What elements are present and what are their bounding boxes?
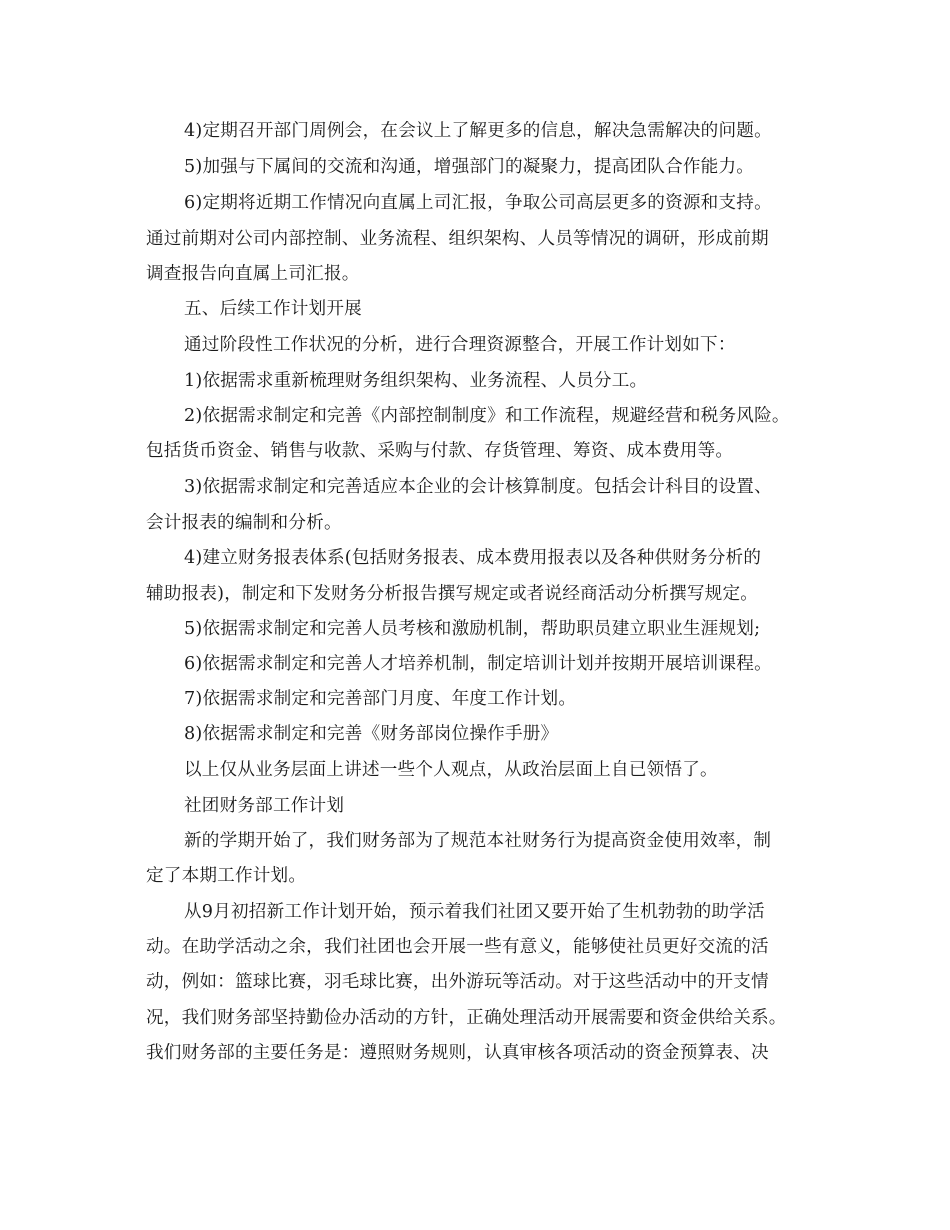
- text-line: 动，例如：篮球比赛，羽毛球比赛，出外游玩等活动。对于这些活动中的开支情: [146, 972, 769, 992]
- text-line: 辅助报表)，制定和下发财务分析报告撰写规定或者说经商活动分析撰写规定。: [146, 584, 759, 604]
- text-line: 通过前期对公司内部控制、业务流程、组织架构、人员等情况的调研，形成前期: [146, 229, 769, 249]
- text-line: 6)依据需求制定和完善人才培养机制，制定培训计划并按期开展培训课程。: [184, 654, 772, 674]
- text-line: 调查报告向直属上司汇报。: [146, 264, 360, 284]
- text-line: 3)依据需求制定和完善适应本企业的会计核算制度。包括会计科目的设置、: [184, 477, 772, 497]
- text-line: 况，我们财务部坚持勤俭办活动的方针，正确处理活动开展需要和资金供给关系。: [146, 1008, 787, 1028]
- text-line: 定了本期工作计划。: [146, 866, 307, 886]
- text-line: 5)加强与下属间的交流和沟通，增强部门的凝聚力，提高团队合作能力。: [184, 157, 755, 177]
- text-line: 我们财务部的主要任务是：遵照财务规则，认真审核各项活动的资金预算表、决: [146, 1043, 769, 1063]
- text-line: 以上仅从业务层面上讲述一些个人观点，从政治层面上自已领悟了。: [184, 760, 718, 780]
- text-line: 5)依据需求制定和完善人员考核和激励机制，帮助职员建立职业生涯规划;: [184, 619, 761, 639]
- text-line: 4)定期召开部门周例会，在会议上了解更多的信息，解决急需解决的问题。: [184, 121, 772, 141]
- section-heading: 五、后续工作计划开展: [184, 299, 362, 319]
- text-line: 动。在助学活动之余，我们社团也会开展一些有意义，能够使社员更好交流的活: [146, 937, 769, 957]
- text-line: 会计报表的编制和分析。: [146, 513, 342, 533]
- text-line: 1)依据需求重新梳理财务组织架构、业务流程、人员分工。: [184, 371, 648, 391]
- section-heading: 社团财务部工作计划: [184, 796, 345, 816]
- text-line: 7)依据需求制定和完善部门月度、年度工作计划。: [184, 689, 577, 709]
- text-line: 从9月初招新工作计划开始，预示着我们社团又要开始了生机勃勃的助学活: [184, 902, 765, 922]
- text-line: 包括货币资金、销售与收款、采购与付款、存货管理、筹资、成本费用等。: [146, 441, 734, 461]
- text-line: 4)建立财务报表体系(包括财务报表、成本费用报表以及各种供财务分析的: [184, 548, 762, 568]
- text-line: 8)依据需求制定和完善《财务部岗位操作手册》: [184, 724, 559, 744]
- text-line: 通过阶段性工作状况的分析，进行合理资源整合，开展工作计划如下：: [184, 335, 736, 355]
- text-line: 2)依据需求制定和完善《内部控制制度》和工作流程，规避经营和税务风险。: [184, 406, 790, 426]
- text-line: 6)定期将近期工作情况向直属上司汇报，争取公司高层更多的资源和支持。: [184, 193, 772, 213]
- text-line: 新的学期开始了，我们财务部为了规范本社财务行为提高资金使用效率，制: [184, 831, 772, 851]
